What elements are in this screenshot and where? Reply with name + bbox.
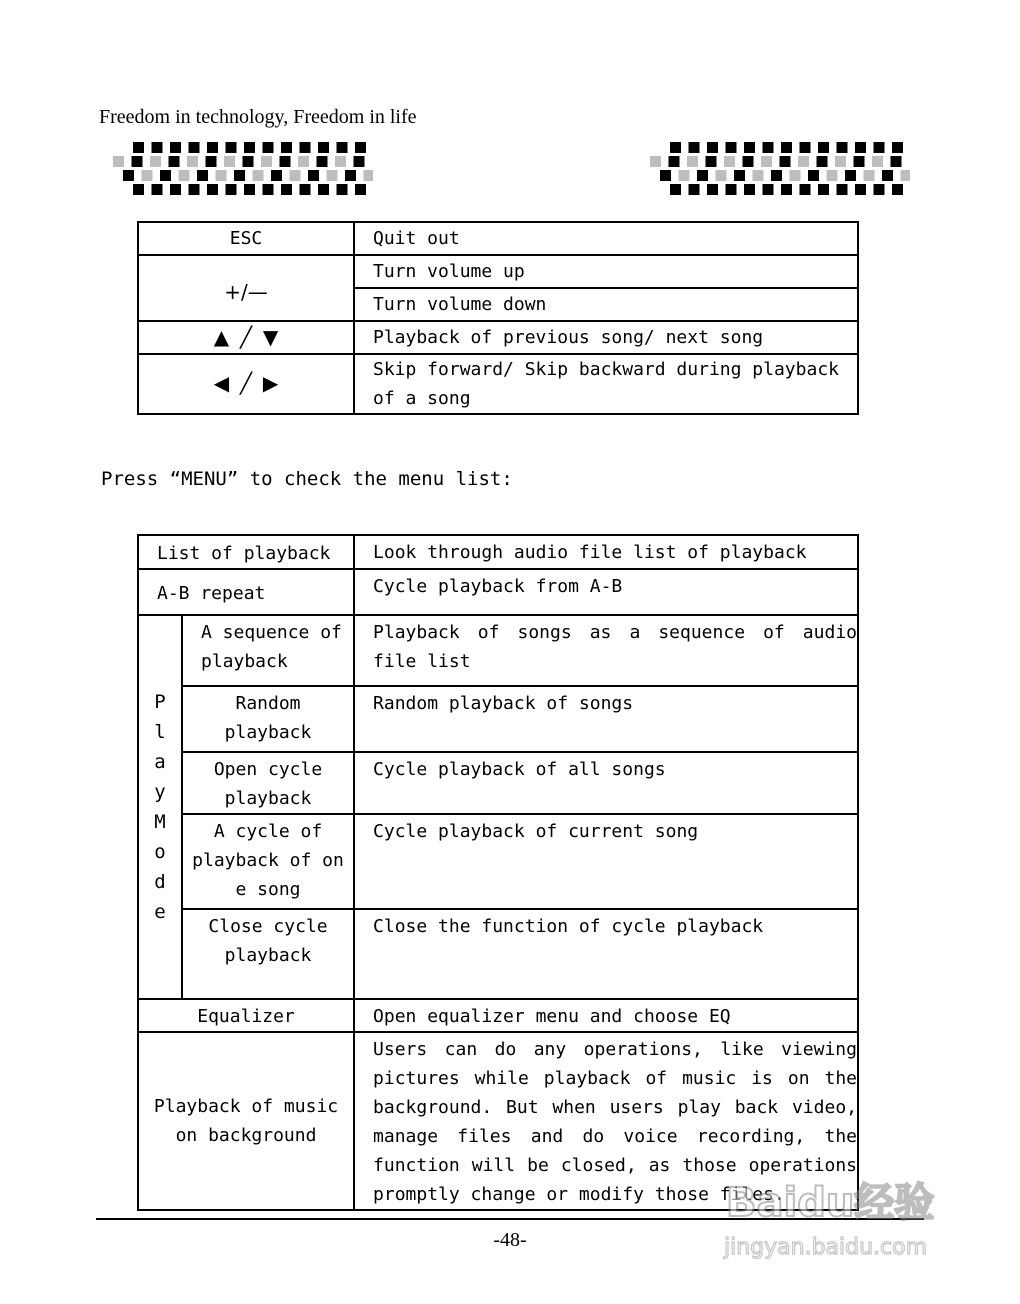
key-left-right: [138, 354, 354, 414]
watermark-main-text: Baidu经验: [726, 1180, 935, 1226]
checker-square: [817, 156, 828, 167]
checker-square: [150, 156, 161, 167]
checker-pattern-right: [650, 142, 910, 195]
checker-square: [152, 184, 163, 195]
action-quit: Quit out: [354, 222, 858, 255]
checker-square: [226, 142, 237, 153]
checker-square: [318, 142, 329, 153]
checker-square: [780, 156, 791, 167]
checker-square: [318, 184, 329, 195]
checker-square: [253, 170, 264, 181]
checker-square: [187, 156, 198, 167]
checker-square: [798, 156, 809, 167]
checker-square: [281, 184, 292, 195]
menu-row-equalizer: [138, 999, 858, 1032]
slash-glyph: ╱: [239, 324, 253, 349]
checker-square: [226, 184, 237, 195]
menu-desc-close-cycle: Close the function of cycle playback: [354, 909, 858, 999]
checker-square: [753, 170, 764, 181]
menu-desc-background: Users can do any operations, like viewing pictures while playback of music is on the background. But when users play back video, manage files and do voice recording, the function will be closed, as those operations promptly change or modify those files.: [354, 1032, 858, 1210]
action-skip: Skip forward/ Skip backward during playback of a song: [354, 354, 858, 414]
checker-square: [882, 170, 893, 181]
checker-square: [855, 184, 866, 195]
checker-square: [689, 184, 700, 195]
checker-square: [169, 156, 180, 167]
menu-label-sequence: A sequence of playback: [182, 615, 354, 686]
checker-square: [743, 156, 754, 167]
checker-square: [670, 184, 681, 195]
checker-square: [308, 170, 319, 181]
checker-square: [354, 156, 365, 167]
checker-square: [771, 170, 782, 181]
checker-square: [261, 156, 272, 167]
checker-square: [874, 142, 885, 153]
watermark-sub-text: jingyan.baidu.com: [724, 1235, 928, 1260]
menu-label-cycle-one: A cycle of playback of on e song: [182, 814, 354, 909]
up-triangle-icon: ▲: [213, 324, 230, 349]
key-row-volume-up: [138, 255, 858, 288]
checker-square: [734, 170, 745, 181]
checker-square: [207, 184, 218, 195]
checker-square: [263, 184, 274, 195]
checker-square: [827, 170, 838, 181]
checker-square: [189, 184, 200, 195]
checker-square: [800, 184, 811, 195]
checker-square: [142, 170, 153, 181]
header-title: Freedom in technology, Freedom in life: [99, 106, 417, 128]
checker-square: [317, 156, 328, 167]
checker-square: [891, 156, 902, 167]
menu-row-ab-repeat: [138, 569, 858, 615]
menu-row-open-cycle: [138, 752, 858, 814]
checker-square: [234, 170, 245, 181]
checker-square: [818, 142, 829, 153]
checker-square: [835, 156, 846, 167]
checker-square: [280, 156, 291, 167]
menu-list-table: [137, 534, 859, 1211]
checker-square: [679, 170, 690, 181]
checker-square: [707, 142, 718, 153]
checker-square: [364, 170, 374, 181]
menu-label-list-of-playback: List of playback: [138, 535, 354, 569]
checker-square: [300, 142, 311, 153]
menu-label-random: Random playback: [182, 686, 354, 752]
watermark: [718, 1154, 968, 1264]
checker-square: [763, 142, 774, 153]
checker-square: [123, 170, 134, 181]
menu-intro-text: Press “MENU” to check the menu list:: [101, 468, 513, 490]
menu-row-random: [138, 686, 858, 752]
checker-square: [837, 142, 848, 153]
key-up-down: [138, 321, 354, 354]
checker-square: [697, 170, 708, 181]
checker-square: [864, 170, 875, 181]
checker-square: [706, 156, 717, 167]
checker-square: [872, 156, 883, 167]
checker-square: [337, 142, 348, 153]
checker-square: [837, 184, 848, 195]
checker-square: [763, 184, 774, 195]
slash-glyph: ╱: [239, 371, 253, 395]
checker-pattern-left: [113, 142, 373, 195]
menu-desc-equalizer: Open equalizer menu and choose EQ: [354, 999, 858, 1032]
checker-square: [207, 142, 218, 153]
checker-square: [335, 156, 346, 167]
key-plus-minus: +/—: [138, 255, 354, 321]
menu-desc-ab-repeat: Cycle playback from A-B: [354, 569, 858, 615]
checker-square: [355, 142, 366, 153]
checker-square: [790, 170, 801, 181]
checker-square: [660, 170, 671, 181]
play-mode-label: PlayMode: [138, 615, 182, 999]
checker-square: [152, 142, 163, 153]
checker-square: [224, 156, 235, 167]
checker-square: [327, 170, 338, 181]
checker-square: [179, 170, 190, 181]
checker-square: [716, 170, 727, 181]
menu-desc-list-of-playback: Look through audio file list of playback: [354, 535, 858, 569]
checker-square: [189, 142, 200, 153]
menu-desc-cycle-one: Cycle playback of current song: [354, 814, 858, 909]
key-row-esc: [138, 222, 858, 255]
checker-square: [133, 184, 144, 195]
menu-desc-sequence: Playback of songs as a sequence of audio file list: [354, 615, 858, 686]
checker-square: [874, 184, 885, 195]
checker-square: [689, 142, 700, 153]
action-volume-down: Turn volume down: [354, 288, 858, 321]
checker-decoration-right: [648, 141, 910, 199]
key-function-table: [137, 221, 859, 415]
checker-square: [845, 170, 856, 181]
checker-square: [687, 156, 698, 167]
checker-square: [271, 170, 282, 181]
checker-square: [206, 156, 217, 167]
checker-square: [337, 184, 348, 195]
left-triangle-icon: ◀: [213, 371, 230, 395]
checker-square: [818, 184, 829, 195]
menu-desc-random: Random playback of songs: [354, 686, 858, 752]
checker-square: [670, 142, 681, 153]
checker-square: [808, 170, 819, 181]
menu-label-equalizer: Equalizer: [138, 999, 354, 1032]
checker-square: [290, 170, 301, 181]
menu-label-open-cycle: Open cycle playback: [182, 752, 354, 814]
checker-square: [669, 156, 680, 167]
checker-square: [854, 156, 865, 167]
menu-row-sequence: [138, 615, 858, 686]
checker-square: [892, 184, 903, 195]
checker-square: [216, 170, 227, 181]
checker-decoration-left: [111, 141, 373, 199]
checker-square: [800, 142, 811, 153]
menu-label-ab-repeat: A-B repeat: [138, 569, 354, 615]
checker-square: [726, 184, 737, 195]
down-triangle-icon: ▼: [262, 324, 279, 349]
checker-square: [244, 142, 255, 153]
checker-square: [892, 142, 903, 153]
checker-square: [281, 142, 292, 153]
checker-square: [650, 156, 661, 167]
checker-square: [345, 170, 356, 181]
checker-square: [243, 156, 254, 167]
checker-square: [197, 170, 208, 181]
checker-square: [726, 142, 737, 153]
checker-square: [298, 156, 309, 167]
checker-square: [855, 142, 866, 153]
checker-square: [744, 142, 755, 153]
menu-row-list-of-playback: [138, 535, 858, 569]
menu-row-cycle-one: [138, 814, 858, 909]
action-volume-up: Turn volume up: [354, 255, 858, 288]
checker-square: [724, 156, 735, 167]
checker-square: [170, 142, 181, 153]
menu-label-background: Playback of music on background: [138, 1032, 354, 1210]
checker-square: [901, 170, 911, 181]
menu-desc-open-cycle: Cycle playback of all songs: [354, 752, 858, 814]
checker-square: [263, 142, 274, 153]
checker-square: [761, 156, 772, 167]
checker-square: [132, 156, 143, 167]
key-row-up-down: [138, 321, 858, 354]
checker-square: [244, 184, 255, 195]
checker-square: [707, 184, 718, 195]
checker-square: [355, 184, 366, 195]
key-esc: ESC: [138, 222, 354, 255]
menu-row-close-cycle: [138, 909, 858, 999]
checker-square: [781, 142, 792, 153]
checker-square: [133, 142, 144, 153]
checker-square: [160, 170, 171, 181]
right-triangle-icon: ▶: [262, 371, 279, 395]
checker-square: [781, 184, 792, 195]
checker-square: [744, 184, 755, 195]
checker-square: [300, 184, 311, 195]
checker-square: [113, 156, 124, 167]
key-row-left-right: [138, 354, 858, 414]
checker-square: [170, 184, 181, 195]
action-prev-next-song: Playback of previous song/ next song: [354, 321, 858, 354]
menu-label-close-cycle: Close cycle playback: [182, 909, 354, 999]
page-number: -48-: [493, 1229, 527, 1251]
